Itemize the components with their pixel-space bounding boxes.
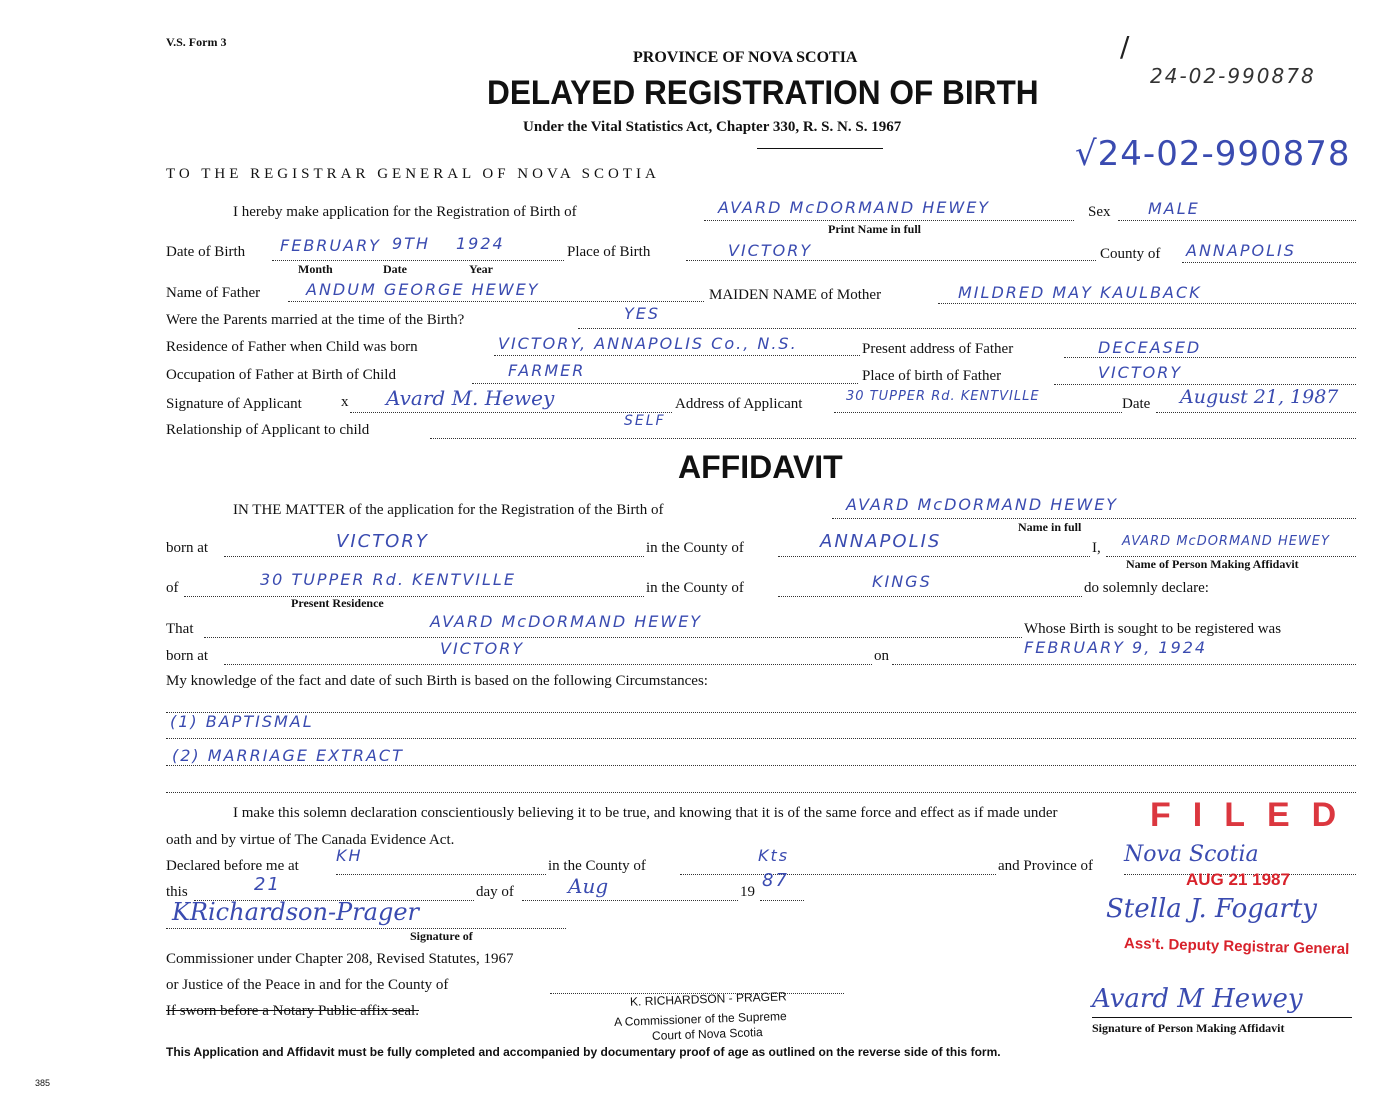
title-rule <box>757 148 883 149</box>
day-of-label: day of <box>476 884 514 900</box>
circumstance-1: (1) BAPTISMAL <box>170 712 314 731</box>
commissioner-stamp-name: K. RICHARDSON - PRAGER <box>629 989 787 1009</box>
justice-line: or Justice of the Peace in and for the County of <box>166 977 449 993</box>
footer-code: 385 <box>35 1078 51 1088</box>
father-value: ANDUM GEORGE HEWEY <box>306 280 540 299</box>
affiant-value: AVARD McDORMAND HEWEY <box>1122 534 1330 549</box>
commissioner-stamp-line1: A Commissioner of the Supreme <box>613 1008 787 1030</box>
applicant-signature: Avard M. Hewey <box>386 386 555 410</box>
address-value: 30 TUPPER Rd. KENTVILLE <box>846 389 1040 404</box>
present-address-label: Present address of Father <box>862 341 1014 357</box>
name-in-full-caption: Name in full <box>1018 520 1082 534</box>
place-value: VICTORY <box>728 241 813 260</box>
county-label: County of <box>1100 246 1161 262</box>
filed-date: AUG 21 1987 <box>1186 870 1290 889</box>
county-value: ANNAPOLIS <box>1186 241 1296 260</box>
county-value: ANNAPOLIS <box>820 531 942 552</box>
declare-label: do solemnly declare: <box>1084 580 1209 596</box>
province-heading: PROVINCE OF NOVA SCOTIA <box>633 49 858 66</box>
footer-notice: This Application and Affidavit must be fully completed and accompanied by documentary proof of age as outlined on the reverse side of this form. <box>166 1045 1001 1059</box>
present-address-value: DECEASED <box>1098 338 1202 357</box>
affiant-caption: Name of Person Making Affidavit <box>1126 557 1299 571</box>
in-county3-label: in the County of <box>548 858 646 874</box>
month-caption-text: Month <box>298 262 333 276</box>
commissioner-signature: KRichardson-Prager <box>172 898 420 926</box>
dob-year-value: 1924 <box>456 234 505 253</box>
dob-month-value: FEBRUARY <box>280 236 381 255</box>
date-caption: Date <box>383 262 407 276</box>
born-at-label-2: born at <box>166 648 209 664</box>
father-birthplace-label: Place of birth of Father <box>862 368 1002 384</box>
signature-x: x <box>341 394 349 410</box>
present-residence-caption: Present Residence <box>291 596 384 610</box>
solemn-declaration-line1: I make this solemn declaration conscientiously believing it to be true, and knowing that it is of the same force and effect as if made under <box>233 805 1058 821</box>
month-value: Aug <box>568 874 609 898</box>
dob-label: Date of Birth <box>166 244 246 260</box>
affidavit-heading: AFFIDAVIT <box>678 449 843 485</box>
whose-birth-label: Whose Birth is sought to be registered was <box>1024 621 1282 637</box>
signature-of-caption: Signature of <box>410 929 473 943</box>
residence-value: VICTORY, ANNAPOLIS Co., N.S. <box>498 334 798 353</box>
matter-label: IN THE MATTER of the application for the Registration of the Birth of <box>233 502 664 518</box>
this-label: this <box>166 884 188 900</box>
father-label: Name of Father <box>166 285 261 301</box>
registration-number-small: 24-02-990878 <box>1150 64 1316 88</box>
form-number: V.S. Form 3 <box>166 35 227 49</box>
registrar-signature: Stella J. Fogarty <box>1106 894 1317 924</box>
registrar-title: Ass't. Deputy Registrar General <box>1123 935 1350 958</box>
in-county-label: in the County of <box>646 540 744 556</box>
commissioner-stamp-line2: Court of Nova Scotia <box>651 1025 763 1043</box>
that-label: That <box>166 621 194 637</box>
address-label: Address of Applicant <box>675 396 803 412</box>
check-mark: / <box>1120 30 1132 63</box>
knowledge-label: My knowledge of the fact and date of such Birth is based on the following Circumstances: <box>166 673 708 689</box>
born-on-value: FEBRUARY 9, 1924 <box>1024 638 1208 657</box>
solemn-declaration-line2: oath and by virtue of The Canada Evidence Act. <box>166 832 455 848</box>
relationship-value: SELF <box>624 413 666 429</box>
mother-label: MAIDEN NAME of Mother <box>709 287 882 303</box>
sex-label: Sex <box>1088 204 1111 220</box>
i-label: I, <box>1092 540 1101 556</box>
apply-label: I hereby make application for the Registration of Birth of <box>233 204 577 220</box>
registration-number-large: √24-02-990878 <box>1075 134 1351 174</box>
applicant-name-value: AVARD McDORMAND HEWEY <box>718 198 991 217</box>
residence-label: Residence of Father when Child was born <box>166 339 418 355</box>
born-at-value: VICTORY <box>336 531 429 552</box>
married-value: YES <box>624 304 661 323</box>
circumstance-2: (2) MARRIAGE EXTRACT <box>172 746 404 765</box>
print-name-caption: Print Name in full <box>828 222 921 236</box>
on-label: on <box>874 648 889 664</box>
married-label: Were the Parents married at the time of the Birth? <box>166 312 465 328</box>
year-prefix: 19 <box>740 884 755 900</box>
affiant-signature-caption: Signature of Person Making Affidavit <box>1092 1021 1285 1035</box>
year-suffix-value: 87 <box>762 870 789 891</box>
province-label: and Province of <box>998 858 1093 874</box>
filed-stamp: FILED <box>1150 796 1359 834</box>
residence-value: 30 TUPPER Rd. KENTVILLE <box>260 570 516 589</box>
to-registrar: TO THE REGISTRAR GENERAL OF NOVA SCOTIA <box>166 166 660 182</box>
in-county-label-2: in the County of <box>646 580 744 596</box>
occupation-value: FARMER <box>508 361 586 380</box>
affidavit-name-value: AVARD McDORMAND HEWEY <box>846 495 1119 514</box>
province-value: Nova Scotia <box>1124 842 1259 867</box>
born-at-label: born at <box>166 540 209 556</box>
affiant-signature: Avard M Hewey <box>1092 984 1303 1014</box>
subject-value: AVARD McDORMAND HEWEY <box>430 612 703 631</box>
date-value: August 21, 1987 <box>1180 386 1339 408</box>
sex-value: MALE <box>1148 199 1200 218</box>
county3-value: Kts <box>758 846 790 865</box>
commissioner-line: Commissioner under Chapter 208, Revised Statutes, 1967 <box>166 951 514 967</box>
born-at2-value: VICTORY <box>440 639 525 658</box>
declared-at-value: KH <box>336 846 363 865</box>
page-subtitle: Under the Vital Statistics Act, Chapter 330, R. S. N. S. 1967 <box>523 119 902 135</box>
notary-line: If sworn before a Notary Public affix seal. <box>166 1003 419 1019</box>
declared-label: Declared before me at <box>166 858 299 874</box>
mother-value: MILDRED MAY KAULBACK <box>958 283 1202 302</box>
of-label: of <box>166 580 179 596</box>
father-birthplace-value: VICTORY <box>1098 363 1183 382</box>
occupation-label: Occupation of Father at Birth of Child <box>166 367 396 383</box>
date-label: Date <box>1122 396 1151 412</box>
dob-day-value: 9TH <box>392 234 430 253</box>
year-caption: Year <box>469 262 493 276</box>
day-value: 21 <box>254 874 281 895</box>
relationship-label: Relationship of Applicant to child <box>166 422 370 438</box>
county2-value: KINGS <box>872 572 932 591</box>
page-title: DELAYED REGISTRATION OF BIRTH <box>487 74 1039 112</box>
signature-label: Signature of Applicant <box>166 396 302 412</box>
place-label: Place of Birth <box>567 244 651 260</box>
